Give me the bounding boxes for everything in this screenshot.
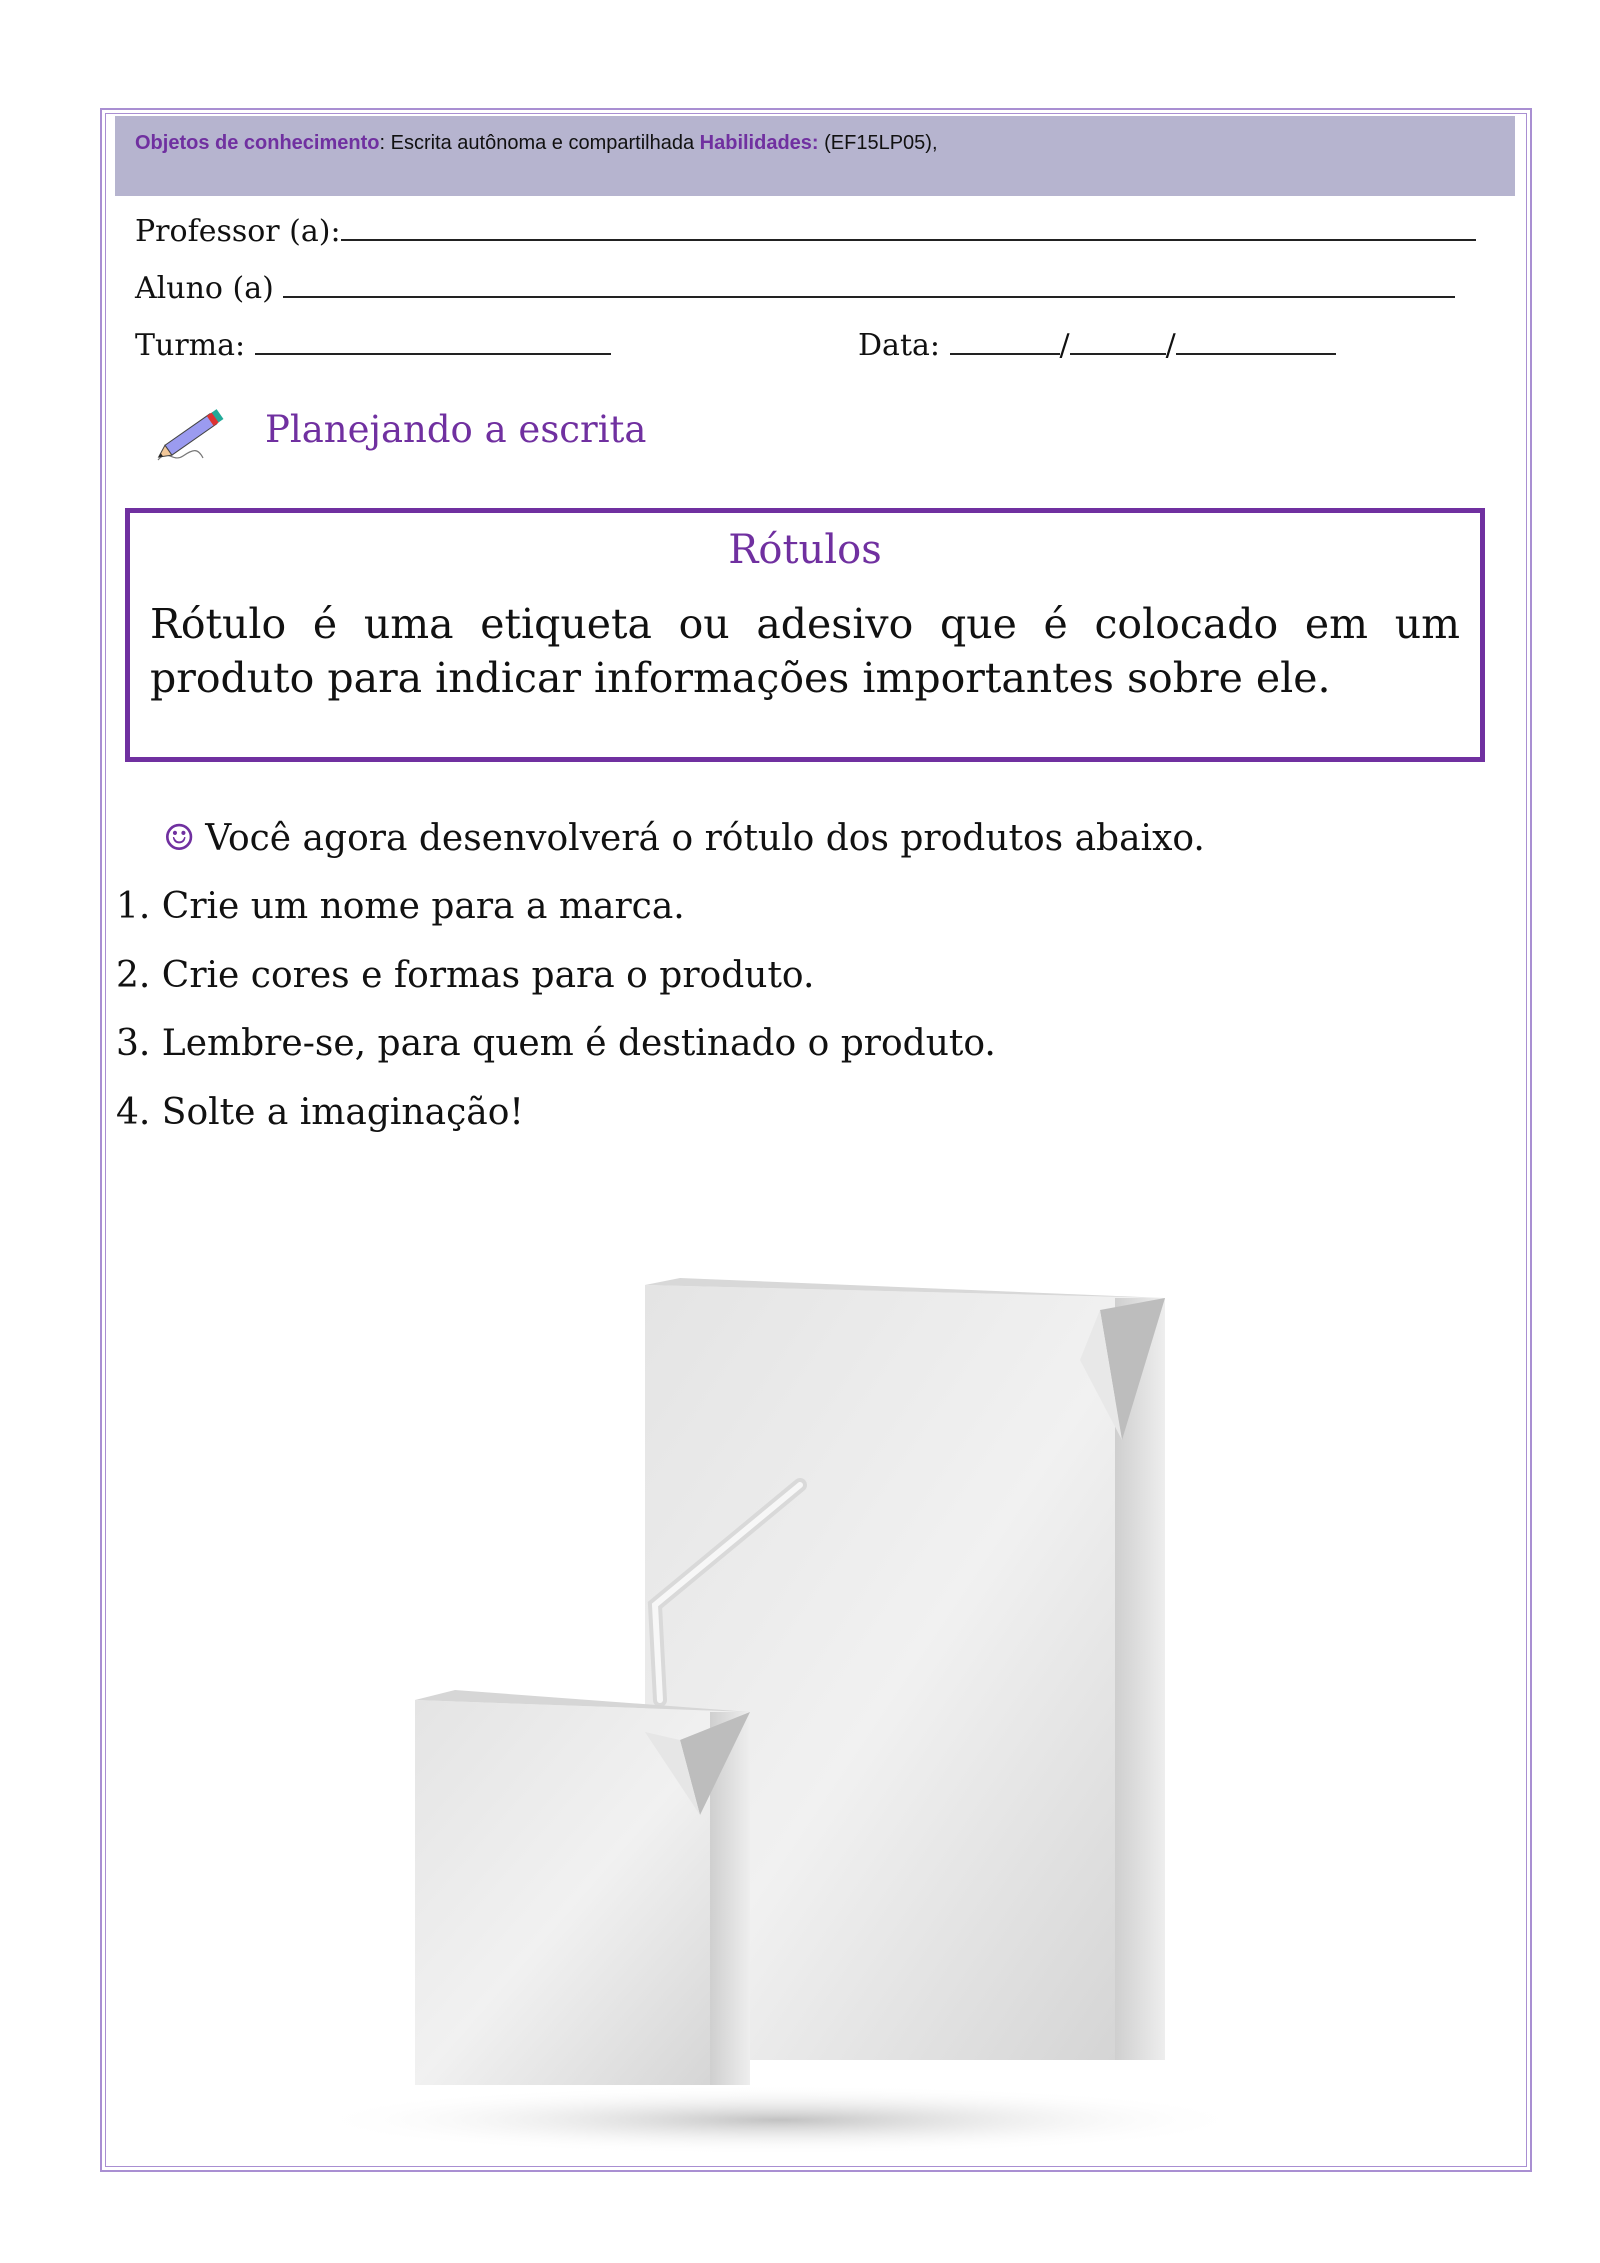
teacher-field[interactable] [135, 214, 1476, 249]
date-separator: / [1165, 328, 1176, 363]
teacher-label: Professor (a): [135, 214, 341, 249]
definition-text: Rótulo é uma etiqueta ou adesivo que é colocado em um produto para indicar informações importantes sobre ele. [150, 600, 1460, 702]
list-item: 2. Crie cores e formas para o produto. [116, 955, 815, 996]
student-label: Aluno (a) [135, 271, 274, 306]
teacher-line[interactable] [341, 215, 1476, 241]
shadow [310, 2085, 1250, 2155]
date-separator: / [1059, 328, 1070, 363]
pencil-icon [148, 398, 233, 468]
student-line[interactable] [283, 272, 1455, 298]
list-item: 1. Crie um nome para a marca. [116, 886, 685, 927]
section-title: Planejando a escrita [265, 408, 647, 451]
skills-label: Habilidades: [699, 132, 819, 154]
date-label: Data: [858, 328, 940, 363]
date-day-line[interactable] [950, 329, 1060, 355]
small-carton [415, 1690, 750, 2085]
date-year-line[interactable] [1176, 329, 1336, 355]
instructions-intro [163, 818, 1205, 859]
knowledge-label: Objetos de conhecimento [135, 132, 380, 154]
skills-text: (EF15LP05), [818, 132, 938, 154]
header-band [115, 116, 1515, 196]
date-field[interactable] [858, 328, 1336, 363]
header-line [135, 132, 938, 155]
date-month-line[interactable] [1070, 329, 1166, 355]
knowledge-text: : Escrita autônoma e compartilhada [379, 132, 700, 154]
student-field[interactable] [135, 271, 1455, 306]
juice-cartons-image [260, 1270, 1320, 2160]
class-field[interactable] [135, 328, 611, 363]
class-label: Turma: [135, 328, 246, 363]
list-item: 3. Lembre-se, para quem é destinado o produto. [116, 1023, 996, 1064]
intro-text: Você agora desenvolverá o rótulo dos produtos abaixo. [205, 818, 1205, 859]
definition-title: Rótulos [728, 527, 882, 573]
list-item: 4. Solte a imaginação! [116, 1092, 524, 1133]
class-line[interactable] [255, 329, 611, 355]
smiley-icon: ☺ [163, 818, 196, 859]
definition-box [125, 508, 1485, 762]
